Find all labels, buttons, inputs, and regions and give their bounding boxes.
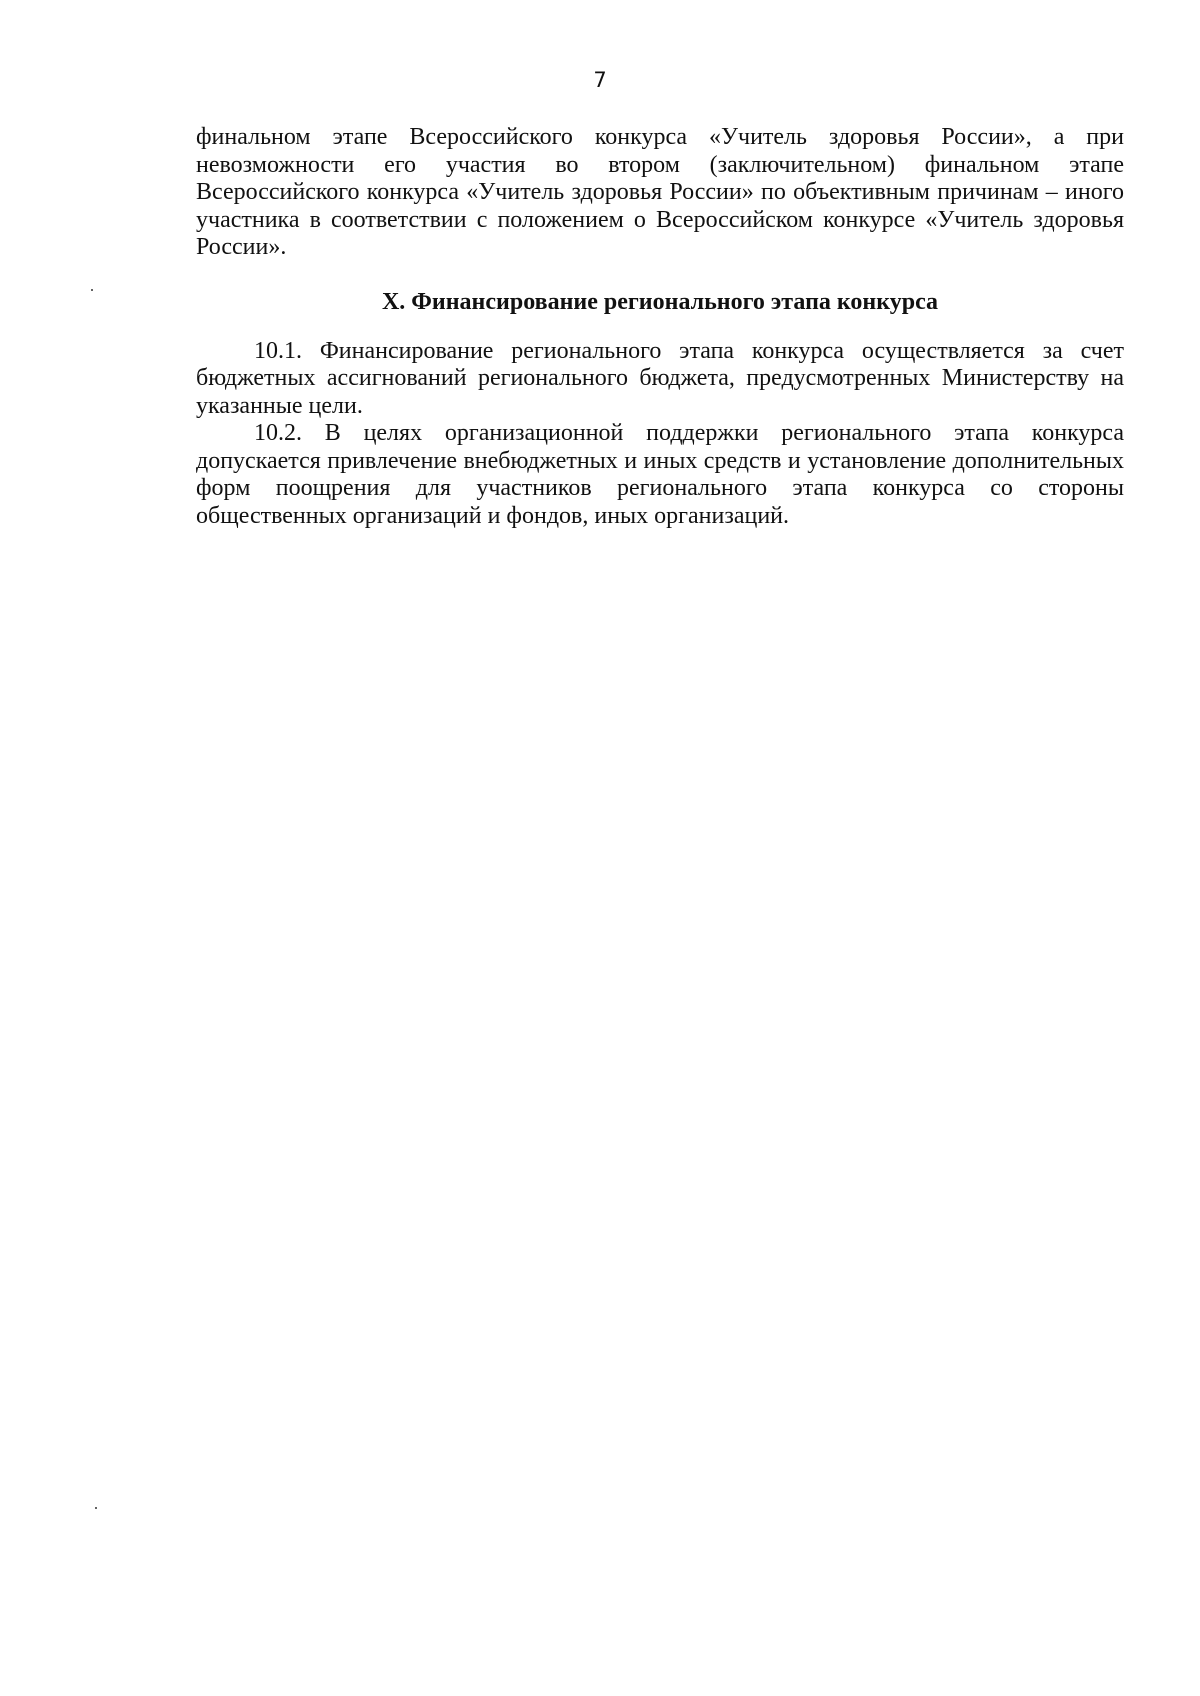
paragraph-10-2: 10.2. В целях организационной поддержки регионального этапа конкурса допускается привлечение внебюджетных и иных средств и установление дополнительных форм поощрения для участников регионального этапа конкурса со стороны общественных организаций и фондов, иных организаций. xyxy=(196,420,1124,529)
page-number: 7 xyxy=(593,68,607,92)
section-heading: X. Финансирование регионального этапа конкурса xyxy=(381,288,939,315)
paragraph-10-1: 10.1. Финансирование регионального этапа конкурса осуществляется за счет бюджетных ассигнований регионального бюджета, предусмотренных Министерству на указанные цели. xyxy=(196,337,1124,419)
document-body xyxy=(196,124,1124,530)
continuation-paragraph: финальном этапе Всероссийского конкурса «Учитель здоровья России», а при невозможности его участия во втором (заключительном) финальном этапе Всероссийского конкурса «Учитель здоровья России» по объективным причинам – иного участника в соответствии с положением о Всероссийском конкурсе «Учитель здоровья России». xyxy=(196,124,1124,260)
scan-speck xyxy=(95,1507,97,1509)
scan-speck xyxy=(91,289,93,291)
